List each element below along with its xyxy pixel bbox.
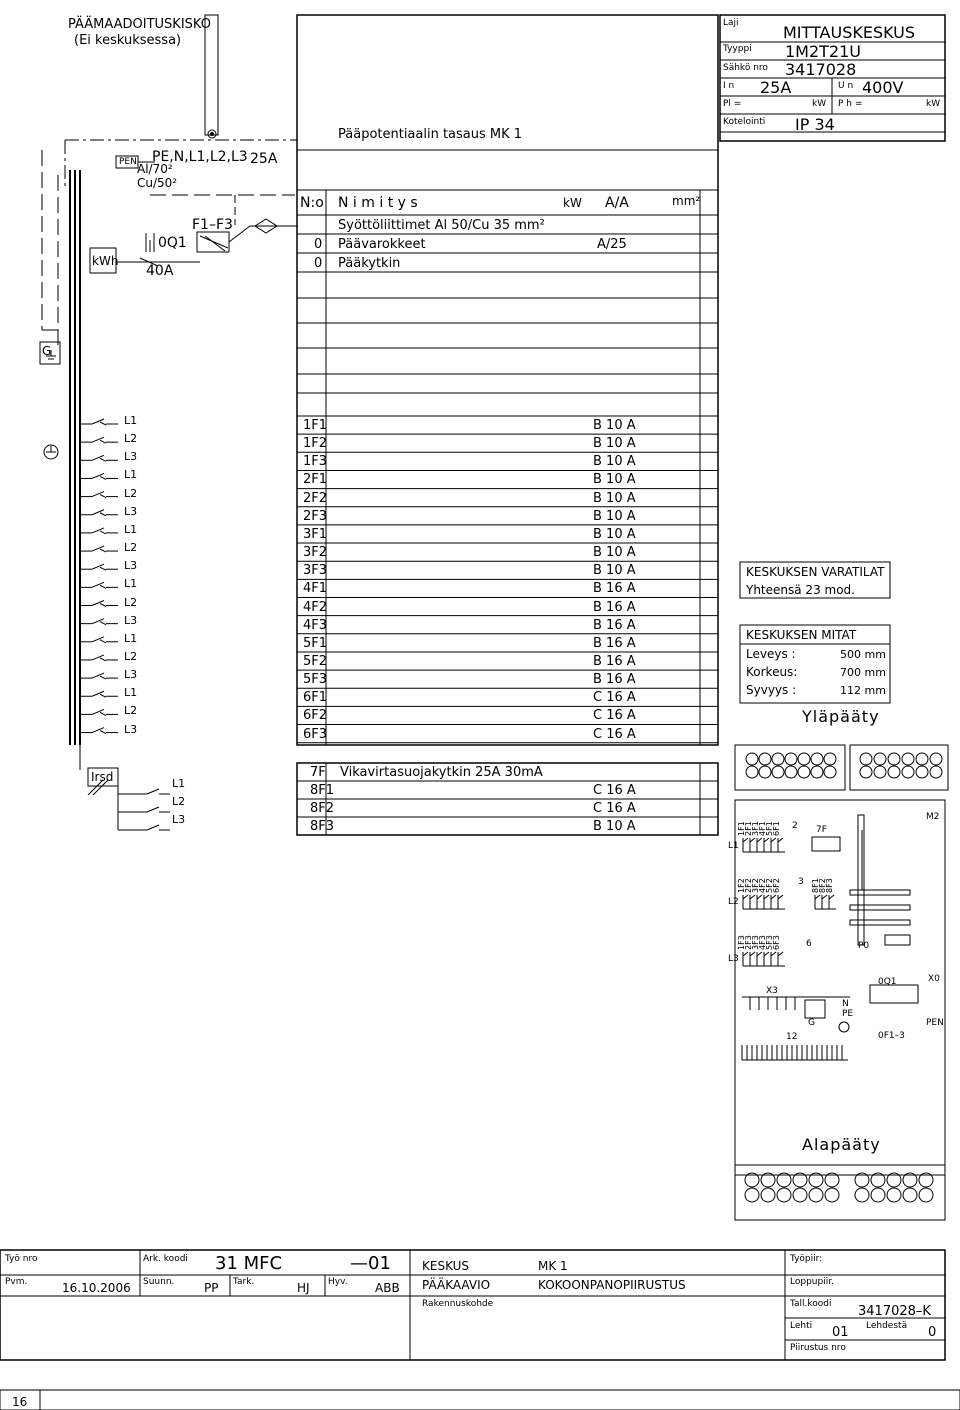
hyv-value: ABB	[375, 1281, 400, 1295]
bottom-end-knockout	[777, 1188, 791, 1202]
panel-breaker-id: 4F3	[758, 935, 767, 950]
keskus-label: KESKUS	[422, 1259, 470, 1273]
rcd-row-rating: B 10 A	[593, 819, 636, 834]
panel-breaker-id: 3F2	[751, 878, 760, 893]
rcd-phase-label: L3	[172, 813, 186, 826]
tyopiir-label: Työpiir:	[790, 1254, 823, 1264]
phase-label: L2	[124, 541, 138, 555]
phase-label: L1	[124, 468, 138, 482]
cable-label: PE,N,L1,L2,L3	[152, 149, 248, 165]
drawing-suffix: —01	[350, 1253, 391, 1274]
top-end-knockout	[811, 753, 823, 765]
sahko-label: Sähkö nro	[723, 63, 768, 73]
phase-label: L2	[124, 595, 138, 609]
earth-bar-title: PÄÄMAADOITUSKISKO	[68, 17, 211, 32]
phase-label: L1	[124, 577, 138, 591]
rail-breaker	[771, 952, 776, 956]
panel-p0: P0	[858, 941, 870, 951]
circuit-rating: B 10 A	[593, 436, 636, 452]
circuit-id: 2F1	[303, 472, 328, 488]
circuit-id: 6F3	[303, 726, 328, 742]
breaker-trip	[100, 658, 106, 661]
panel-breaker-id: 4F1	[758, 821, 767, 836]
panel-l1: L1	[728, 841, 739, 851]
phase-label: L2	[124, 432, 138, 446]
breaker-trip	[100, 549, 106, 552]
phase-label: L1	[124, 631, 138, 645]
circuit-rating: B 16 A	[593, 599, 636, 615]
un-value: 400V	[862, 78, 904, 97]
rail-breaker	[822, 895, 827, 899]
kokoonpano-label: KOKOONPANOPIIRUSTUS	[538, 1278, 686, 1292]
top-end-knockout	[811, 766, 823, 778]
panel-l3: L3	[728, 954, 739, 964]
rail-breaker	[764, 838, 769, 842]
circuit-rating: B 10 A	[593, 490, 636, 506]
phase-label: L3	[124, 504, 138, 518]
circuit-id: 3F2	[303, 545, 328, 561]
circuit-id: 4F3	[303, 617, 328, 633]
top-end-label: Yläpääty	[802, 707, 880, 726]
panel-breaker-id: 2F2	[744, 878, 753, 893]
suunn-label: Suunn.	[143, 1277, 175, 1287]
top-end-knockout	[746, 753, 758, 765]
panel-l2: L2	[728, 897, 739, 907]
un-label: U n	[838, 81, 854, 91]
neutral-bar	[850, 905, 910, 910]
rail-breaker	[750, 895, 755, 899]
panel-breaker-id: 8F1	[811, 878, 820, 893]
dimension-value: 700 mm	[840, 666, 886, 679]
ark-label: Ark. koodi	[143, 1254, 188, 1264]
col-aa-header: A/A	[605, 195, 629, 211]
bottom-end-knockout	[919, 1188, 933, 1202]
tallkoodi-value: 3417028–K	[858, 1304, 931, 1319]
circuit-rating: B 16 A	[593, 581, 636, 597]
laji-value: MITTAUSKESKUS	[783, 23, 916, 42]
tyonro-label: Työ nro	[5, 1254, 38, 1264]
tyyppi-value: 1M2T21U	[785, 42, 862, 61]
rail-breaker	[829, 895, 834, 899]
bottom-end-knockout	[809, 1188, 823, 1202]
tark-label: Tark.	[233, 1277, 255, 1287]
phase-label: L1	[124, 414, 138, 427]
circuit-id: 5F1	[303, 635, 328, 651]
rcd-row-name: Vikavirtasuojakytkin 25A 30mA	[340, 765, 543, 780]
neutral-bar	[850, 920, 910, 925]
breaker-trip	[100, 604, 106, 607]
rail-breaker	[743, 895, 748, 899]
panel-breaker-id: 1F2	[737, 878, 746, 893]
drawing-code: 31 MFC	[215, 1253, 283, 1274]
rail-breaker	[750, 838, 755, 842]
top-end-knockout	[785, 753, 797, 765]
circuit-id: 1F3	[303, 454, 328, 470]
panel-breaker-id: 5F2	[765, 878, 774, 893]
circuit-id: 3F1	[303, 526, 328, 542]
circuit-id: 2F2	[303, 490, 328, 506]
top-end-knockout	[916, 766, 928, 778]
rail-breaker	[743, 952, 748, 956]
lehdesta-label: Lehdestä	[866, 1321, 908, 1331]
phase-label: L1	[124, 686, 138, 700]
circuit-id: 4F2	[303, 599, 328, 615]
breaker-trip	[100, 458, 106, 461]
phase-label: L3	[124, 722, 138, 736]
top-end-knockout	[824, 753, 836, 765]
feed-row-name: Syöttöliittimet Al 50/Cu 35 mm²	[338, 218, 545, 233]
pl-label: Pl =	[723, 99, 742, 109]
rail-breaker	[815, 895, 820, 899]
bottom-end-knockout	[745, 1188, 759, 1202]
breaker-trip	[100, 712, 106, 715]
kotelointi-label: Kotelointi	[723, 117, 766, 127]
rail-breaker	[757, 952, 762, 956]
circuit-rating: B 10 A	[593, 454, 636, 470]
rcd-row-id: 8F3	[310, 819, 335, 834]
pen-label: PEN	[119, 157, 137, 167]
bottom-end-knockout	[903, 1188, 917, 1202]
tallkoodi-label: Tall.koodi	[790, 1299, 832, 1309]
circuit-rating: B 16 A	[593, 672, 636, 688]
circuit-id: 6F1	[303, 690, 328, 706]
kotelointi-value: IP 34	[795, 115, 835, 134]
pvm-value: 16.10.2006	[62, 1281, 131, 1295]
panel-breaker-id: 5F1	[765, 821, 774, 836]
phase-label: L2	[124, 486, 138, 500]
panel-pen: PEN	[926, 1018, 944, 1028]
bottom-end-knockout	[855, 1188, 869, 1202]
top-end-knockout	[772, 753, 784, 765]
suunn-value: PP	[204, 1281, 219, 1295]
circuit-rating: B 16 A	[593, 617, 636, 633]
rcd-breaker-contact	[147, 825, 159, 830]
circuit-rating: C 16 A	[593, 708, 636, 724]
panel-row2-num: 3	[798, 877, 804, 887]
breaker-trip	[100, 440, 106, 443]
breaker-trip	[100, 476, 106, 479]
al-label: Al/70²	[137, 162, 173, 176]
rcd-breaker-contact	[147, 807, 159, 812]
rail-breaker	[764, 952, 769, 956]
breaker-trip	[100, 640, 106, 643]
top-end-knockout	[759, 753, 771, 765]
lehti-label: Lehti	[790, 1321, 813, 1331]
circuit-id: 1F2	[303, 436, 328, 452]
rcd-phase-label: L1	[172, 777, 186, 790]
reserve-title: KESKUKSEN VARATILAT	[746, 565, 885, 579]
pl-unit: kW	[812, 99, 827, 109]
bottom-end-knockout	[887, 1188, 901, 1202]
neutral-bar	[850, 890, 910, 895]
lehdesta-value: 0	[928, 1325, 937, 1340]
breaker-trip	[100, 567, 106, 570]
loppupiir-label: Loppupiir.	[790, 1277, 834, 1287]
phase-label: L1	[124, 522, 138, 536]
top-end-knockout	[772, 766, 784, 778]
ground-label: G	[42, 344, 52, 358]
breaker-trip	[100, 622, 106, 625]
breaker-trip	[100, 513, 106, 516]
circuit-rating: B 16 A	[593, 635, 636, 651]
top-end-knockout	[798, 766, 810, 778]
earth-terminal	[839, 1022, 849, 1032]
panel-rcd: 7F	[816, 825, 827, 835]
kwh-label: kWh	[92, 254, 119, 268]
rcd-row-rating: C 16 A	[593, 801, 636, 816]
rakennuskohde-label: Rakennuskohde	[422, 1299, 494, 1309]
panel-breaker-id: 1F1	[737, 821, 746, 836]
rcd-row-rating: C 16 A	[593, 783, 636, 798]
top-end-knockout	[874, 753, 886, 765]
feed-row-name: Päävarokkeet	[338, 237, 426, 252]
rcd-row-id: 8F2	[310, 801, 335, 816]
sahko-value: 3417028	[785, 60, 857, 79]
top-end-knockout	[824, 766, 836, 778]
circuit-rating: B 16 A	[593, 653, 636, 669]
rail-breaker	[778, 895, 783, 899]
top-end-knockout	[930, 766, 942, 778]
in-value: 25A	[760, 78, 792, 97]
top-end-knockout	[860, 766, 872, 778]
panel-breaker-id: 2F3	[744, 935, 753, 950]
breaker-trip	[100, 531, 106, 534]
rail-breaker	[778, 952, 783, 956]
col-name-header: N i m i t y s	[338, 195, 418, 211]
top-end-knockout	[874, 766, 886, 778]
earth-bar	[205, 15, 218, 135]
feed-row-aa: A/25	[597, 237, 627, 252]
top-end-knockout	[798, 753, 810, 765]
panel-breaker-id: 5F3	[765, 935, 774, 950]
rcd-label: Irsd	[91, 770, 114, 784]
breaker-trip	[100, 694, 106, 697]
paakaavio-label: PÄÄKAAVIO	[422, 1278, 491, 1292]
switch-label: 0Q1	[158, 235, 187, 251]
bottom-end-knockout	[871, 1188, 885, 1202]
in-label: I n	[723, 81, 735, 91]
rcd-breaker-contact	[147, 789, 159, 794]
circuit-rating: B 10 A	[593, 545, 636, 561]
top-end-knockout	[888, 766, 900, 778]
rail-breaker	[750, 952, 755, 956]
top-end-knockout	[746, 766, 758, 778]
rcd-symbol	[812, 837, 840, 851]
bottom-end-label: Alapääty	[802, 1135, 881, 1154]
panel-g: G	[808, 1018, 815, 1028]
panel-x0: X0	[928, 974, 940, 984]
panel-row1-num: 2	[792, 821, 798, 831]
supply-rating: 25A	[250, 151, 278, 167]
dimension-label: Syvyys :	[746, 683, 797, 697]
panel-breaker-id: 6F2	[772, 878, 781, 893]
phase-label: L2	[124, 704, 138, 718]
dimension-value: 112 mm	[840, 684, 886, 697]
circuit-id: 5F2	[303, 653, 328, 669]
earth-bar-subtitle: (Ei keskuksessa)	[74, 33, 182, 48]
phase-label: L3	[124, 559, 138, 573]
panel-breaker-id: 3F1	[751, 821, 760, 836]
circuit-rating: B 10 A	[593, 472, 636, 488]
phase-label: L2	[124, 649, 138, 663]
breaker-trip	[100, 495, 106, 498]
circuit-id: 2F3	[303, 508, 328, 524]
circuit-rating: B 10 A	[593, 563, 636, 579]
dimension-value: 500 mm	[840, 648, 886, 661]
col-kw-header: kW	[563, 196, 582, 210]
circuit-id: 3F3	[303, 563, 328, 579]
laji-label: Laji	[723, 18, 739, 28]
reserve-text: Yhteensä 23 mod.	[746, 583, 855, 597]
phase-label: L3	[124, 668, 138, 682]
top-end-knockout	[902, 753, 914, 765]
breaker-trip	[100, 676, 106, 679]
rail-breaker	[757, 838, 762, 842]
panel-n: N	[842, 999, 849, 1009]
dimensions-title: KESKUKSEN MITAT	[746, 628, 857, 642]
panel-breaker-id: 6F1	[772, 821, 781, 836]
feed-row-no: 0	[314, 256, 323, 271]
switch-rating: 40A	[146, 263, 174, 279]
feed-row-name: Pääkytkin	[338, 256, 401, 271]
tark-value: HJ	[297, 1281, 310, 1295]
fuses-label: F1–F3	[192, 217, 233, 233]
circuit-rating: C 16 A	[593, 726, 636, 742]
rail-breaker	[757, 895, 762, 899]
circuit-rating: B 10 A	[593, 508, 636, 524]
phase-label: L3	[124, 613, 138, 627]
col-mm-header: mm²	[672, 194, 701, 208]
top-end-knockout	[860, 753, 872, 765]
panel-of13: 0F1–3	[878, 1031, 905, 1041]
phase-label: L3	[124, 450, 138, 464]
pvm-label: Pvm.	[5, 1277, 28, 1287]
circuit-id: 6F2	[303, 708, 328, 724]
feed-row-no: 0	[314, 237, 323, 252]
circuit-rating: B 10 A	[593, 526, 636, 542]
ph-label: P h =	[838, 99, 863, 109]
rcd-row-id: 7F	[310, 765, 326, 780]
hyv-label: Hyv.	[328, 1277, 348, 1287]
panel-breaker-id: 8F2	[818, 878, 827, 893]
top-end-knockout	[785, 766, 797, 778]
g-block	[805, 1000, 825, 1018]
circuit-rating: B 10 A	[593, 418, 636, 433]
tyyppi-label: Tyyppi	[723, 44, 752, 54]
panel-breaker-id: 3F3	[751, 935, 760, 950]
dimension-label: Leveys :	[746, 647, 796, 661]
p0-block	[885, 935, 910, 945]
rcd-phase-label: L2	[172, 795, 186, 808]
panel-12: 12	[786, 1032, 798, 1042]
top-end-knockout	[902, 766, 914, 778]
circuit-rating: C 16 A	[593, 690, 636, 706]
rail-breaker	[778, 838, 783, 842]
top-end-knockout	[930, 753, 942, 765]
top-end-knockout	[759, 766, 771, 778]
cu-label: Cu/50²	[137, 176, 178, 190]
mk-label: MK 1	[538, 1259, 568, 1273]
breaker-trip	[100, 731, 106, 734]
rail-breaker	[771, 838, 776, 842]
panel-oq1: 0Q1	[878, 977, 897, 987]
panel-breaker-id: 2F1	[744, 821, 753, 836]
rail-breaker	[764, 895, 769, 899]
top-end-knockout	[916, 753, 928, 765]
panel-pe: PE	[842, 1009, 854, 1019]
rail-breaker	[771, 895, 776, 899]
rcd-row-id: 8F1	[310, 783, 335, 798]
circuit-id: 1F1	[303, 418, 328, 433]
panel-m2: M2	[926, 812, 940, 822]
bottom-end-knockout	[825, 1188, 839, 1202]
panel-row3-num: 6	[806, 939, 812, 949]
lehti-value: 01	[832, 1325, 849, 1340]
rail-breaker	[743, 838, 748, 842]
circuit-id: 4F1	[303, 581, 328, 597]
breaker-trip	[100, 585, 106, 588]
panel-x3: X3	[766, 986, 778, 996]
equipotential-label: Pääpotentiaalin tasaus MK 1	[338, 127, 523, 142]
panel-breaker-id: 8F3	[825, 878, 834, 893]
page-number: 16	[12, 1395, 28, 1409]
main-switch-block	[870, 985, 918, 1003]
bottom-end-knockout	[793, 1188, 807, 1202]
bottom-end-knockout	[761, 1188, 775, 1202]
top-end-knockout	[888, 753, 900, 765]
col-no-header: N:o	[300, 195, 324, 211]
panel-breaker-id: 4F2	[758, 878, 767, 893]
breaker-trip	[100, 422, 106, 425]
piirustus-label: Piirustus nro	[790, 1343, 846, 1353]
ph-unit: kW	[926, 99, 941, 109]
panel-breaker-id: 6F3	[772, 935, 781, 950]
circuit-id: 5F3	[303, 672, 328, 688]
panel-breaker-id: 1F3	[737, 935, 746, 950]
dimension-label: Korkeus:	[746, 665, 798, 679]
